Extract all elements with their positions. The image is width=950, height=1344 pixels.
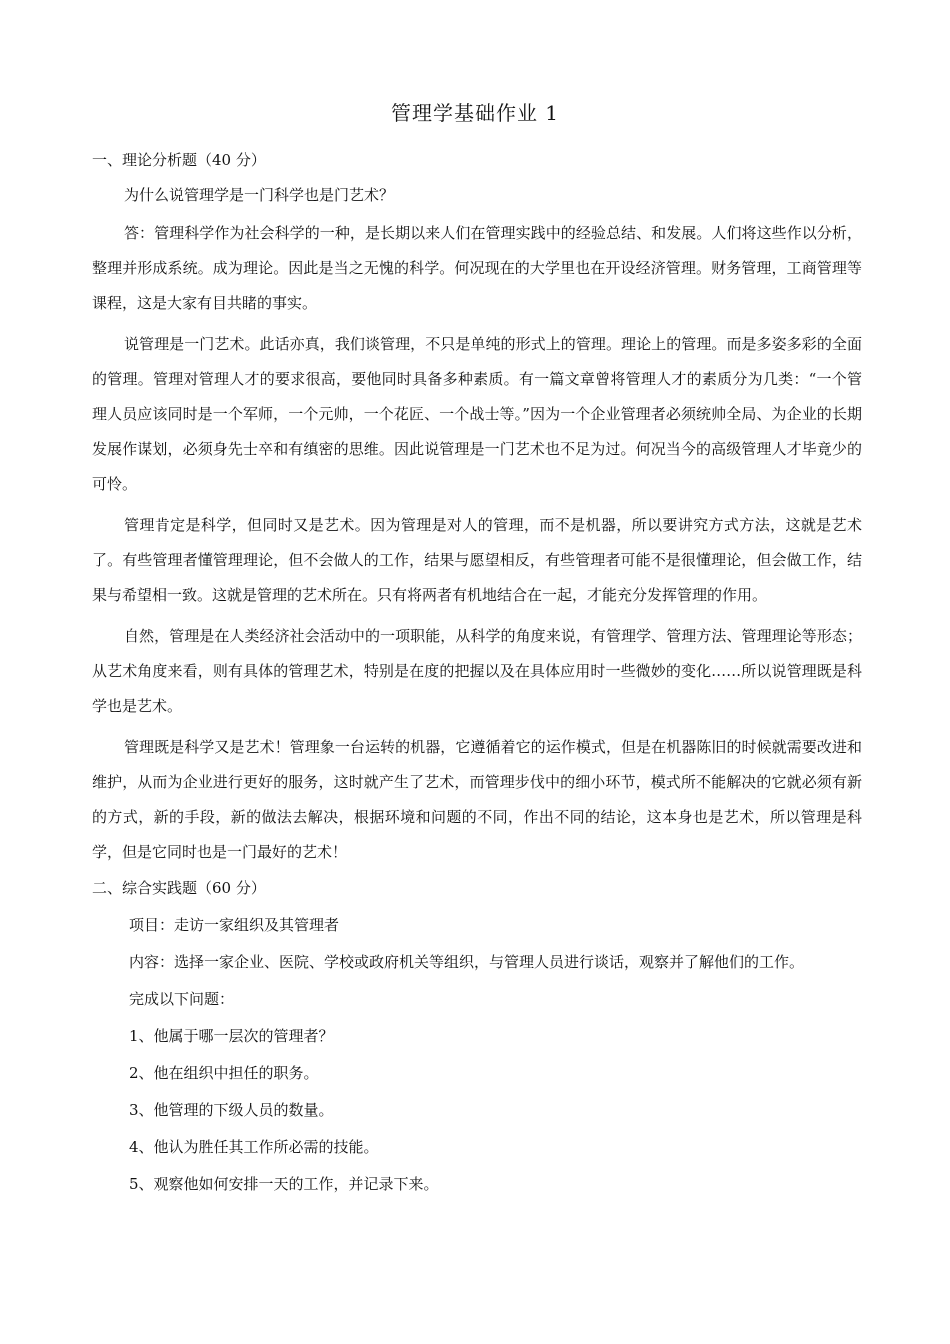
section-2-prompt: 完成以下问题： — [129, 990, 235, 1008]
answer-paragraph-3: 管理肯定是科学，但同时又是艺术。因为管理是对人的管理，而不是机器，所以要讲究方式方法，这就是艺术了。有些管理者懂管理理论，但不会做人的工作，结果与愿望相反，有些管理者可能不是很懂理论，但会做工作，结果与希望相一致。这就是管理的艺术所在。只有将两者有机地结合在一起，才能充分发挥管理的作用。 — [92, 516, 862, 604]
answer-paragraph-2: 说管理是一门艺术。此话亦真，我们谈管理，不只是单纯的形式上的管理。理论上的管理。而是多姿多彩的全面的管理。管理对管理人才的要求很高，要他同时具备多种素质。有一篇文章曾将管理人才的素质分为几类：“一个管理人员应该同时是一个军师，一个元帅，一个花匠、一个战士等。”因为一个企业管理者必须统帅全局、为企业的长期发展作谋划，必须身先士卒和有缜密的思维。因此说管理是一门艺术也不足为过。何况当今的高级管理人才毕竟少的可怜。 — [92, 335, 862, 493]
document-body — [92, 146, 862, 1199]
answer-paragraph-5: 管理既是科学又是艺术！管理象一台运转的机器，它遵循着它的运作模式，但是在机器陈旧的时候就需要改进和维护，从而为企业进行更好的服务，这时就产生了艺术，而管理步伐中的细小环节，模式所不能解决的它就必须有新的方式，新的手段，新的做法去解决，根据环境和问题的不同，作出不同的结论，这本身也是艺术，所以管理是科学，但是它同时也是一门最好的艺术！ — [92, 738, 862, 861]
answer-paragraph-4: 自然，管理是在人类经济社会活动中的一项职能，从科学的角度来说，有管理学、管理方法、管理理论等形态；从艺术角度来看，则有具体的管理艺术，特别是在度的把握以及在具体应用时一些微妙的变化……所以说管理既是科学也是艺术。 — [92, 627, 862, 715]
section-2-heading: 二、综合实践题（60 分） — [92, 879, 266, 897]
section-1-heading: 一、理论分析题（40 分） — [92, 151, 266, 169]
answer-paragraph-1: 答：管理科学作为社会科学的一种，是长期以来人们在管理实践中的经验总结、和发展。人们将这些作以分析，整理并形成系统。成为理论。因此是当之无愧的科学。何况现在的大学里也在开设经济管理。财务管理，工商管理等课程，这是大家有目共睹的事实。 — [92, 224, 862, 312]
question-item-4: 4、他认为胜任其工作所必需的技能。 — [129, 1138, 379, 1156]
section-2-content: 内容：选择一家企业、医院、学校或政府机关等组织，与管理人员进行谈话，观察并了解他们的工作。 — [129, 953, 805, 971]
question-item-3: 3、他管理的下级人员的数量。 — [129, 1101, 334, 1119]
question-item-1: 1、他属于哪一层次的管理者？ — [129, 1027, 334, 1045]
document-title: 管理学基础作业 1 — [390, 101, 560, 125]
question-item-2: 2、他在组织中担任的职务。 — [129, 1064, 319, 1082]
question-item-5: 5、观察他如何安排一天的工作，并记录下来。 — [129, 1175, 439, 1193]
section-1-question: 为什么说管理学是一门科学也是门艺术？ — [124, 186, 395, 204]
section-2-project: 项目：走访一家组织及其管理者 — [129, 916, 340, 934]
